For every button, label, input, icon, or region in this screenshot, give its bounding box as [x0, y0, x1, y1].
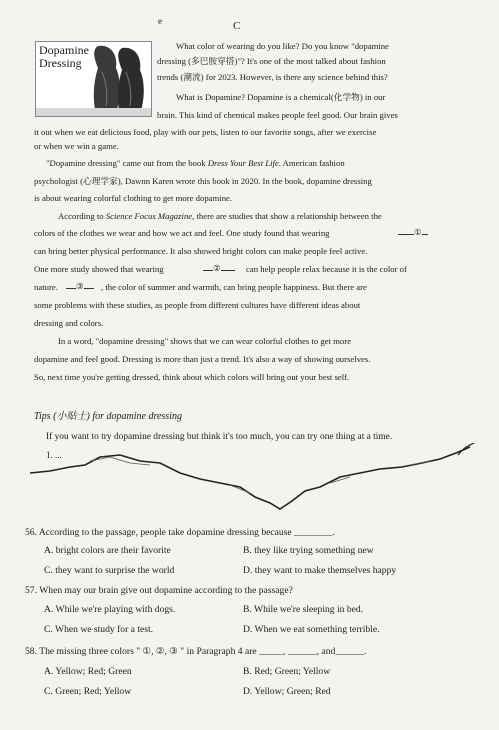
tips-first-item: 1. ...	[46, 450, 62, 460]
blank-3: ③	[66, 281, 94, 292]
question-58-option-b[interactable]: B. Red; Green; Yellow	[243, 666, 331, 677]
passage-line: One more study showed that wearing	[34, 264, 164, 274]
passage-line: or when we win a game.	[34, 141, 119, 151]
figure-title: Dopamine Dressing	[39, 43, 89, 70]
passage-line: trends (潮流) for 2023. However, is there any science behind this?	[157, 72, 388, 82]
dopamine-dressing-figure	[35, 41, 152, 117]
blank-1: ①	[398, 227, 428, 238]
question-57-stem: 57. When may our brain give out dopamine according to the passage?	[25, 585, 293, 596]
passage-line: can bring better physical performance. It also showed bright colors can make people feel active.	[34, 246, 368, 256]
passage-line: dressing (多巴胺穿搭)"? It's one of the most talked about fashion	[157, 56, 386, 66]
passage-line: is about wearing colorful clothing to get more dopamine.	[34, 193, 233, 203]
passage-line: In a word, "dopamine dressing" shows that we can wear colorful clothes to get more	[58, 336, 351, 346]
question-56-option-a[interactable]: A. bright colors are their favorite	[44, 545, 171, 556]
tips-intro: If you want to try dopamine dressing but think it's too much, you can try one thing at a time.	[46, 432, 393, 442]
corner-mark: е	[158, 16, 162, 26]
passage-line: nature.	[34, 282, 58, 292]
question-58-option-c[interactable]: C. Green; Red; Yellow	[44, 686, 132, 697]
question-57-option-d[interactable]: D. When we eat something terrible.	[243, 624, 380, 635]
passage-line: According to Science Focus Magazine, there are studies that show a relationship between the	[58, 211, 382, 221]
question-56-stem: 56. According to the passage, people take dopamine dressing because ________.	[25, 527, 335, 538]
passage-line: dopamine and feel good. Dressing is more than just a trend. It's also a way of showing ourselves.	[34, 354, 371, 364]
passage-line: What is Dopamine? Dopamine is a chemical(化学物) in our	[176, 92, 386, 102]
passage-line: psychologist (心理学家), Dawnn Karen wrote this book in 2020. In the book, dopamine dressing	[34, 176, 372, 186]
question-56-option-d[interactable]: D. they want to make themselves happy	[243, 565, 397, 576]
question-56-option-c[interactable]: C. they want to surprise the world	[44, 565, 175, 576]
passage-line: colors of the clothes we wear and how we act and feel. One study found that wearing	[34, 228, 330, 238]
passage-line: it out when we eat delicious food, play with our pets, listen to our favorite songs, after we exercise	[34, 127, 377, 137]
two-figures-illustration	[36, 42, 151, 116]
question-58-option-a[interactable]: A. Yellow; Red; Green	[44, 666, 132, 677]
passage-line: "Dopamine dressing" came out from the book Dress Your Best Life. American fashion	[46, 158, 345, 168]
blank-2: ②	[203, 263, 235, 274]
passage-line: So, next time you're getting dressed, think about which colors will bring out your best self.	[34, 372, 350, 382]
torn-paper-edge	[30, 443, 476, 515]
tips-title: Tips (小贴士) for dopamine dressing	[34, 411, 182, 422]
passage-line: What color of wearing do you like? Do you know "dopamine	[176, 41, 389, 51]
question-58-option-d[interactable]: D. Yellow; Green; Red	[243, 686, 331, 697]
passage-line: brain. This kind of chemical makes people feel good. Our brain gives	[157, 110, 398, 120]
question-56-option-b[interactable]: B. they like trying something new	[243, 545, 374, 556]
question-58-stem: 58. The missing three colors " ①, ②, ③ " in Paragraph 4 are _____, ______, and______.	[25, 646, 367, 657]
question-57-option-c[interactable]: C. When we study for a test.	[44, 624, 154, 635]
passage-line: dressing and colors.	[34, 318, 104, 328]
section-letter: C	[233, 20, 241, 32]
question-57-option-b[interactable]: B. While we're sleeping in bed.	[243, 604, 364, 615]
question-57-option-a[interactable]: A. While we're playing with dogs.	[44, 604, 176, 615]
passage-line: can help people relax because it is the color of	[246, 264, 407, 274]
passage-line: , the color of summer and warmth, can bring people happiness. But there are	[101, 282, 367, 292]
passage-line: some problems with these studies, as people from different cultures have different ideas about	[34, 300, 361, 310]
